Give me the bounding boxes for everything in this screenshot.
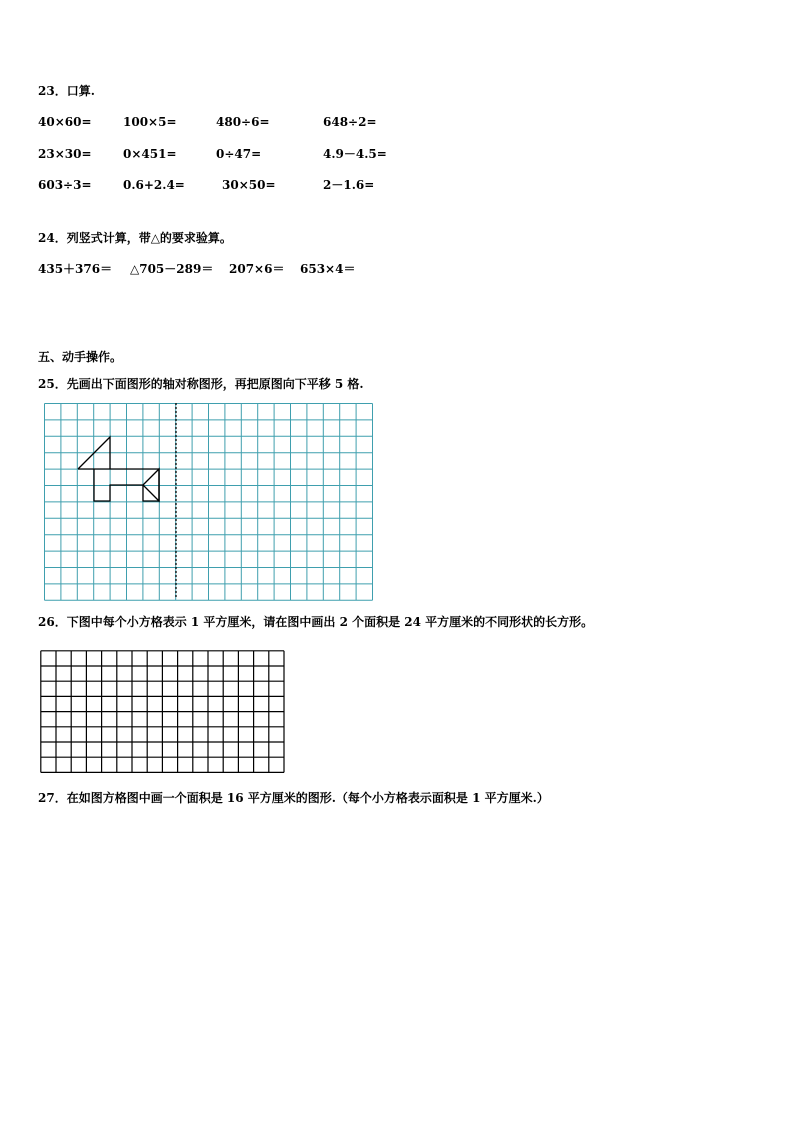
q24-expression: △705－289＝ xyxy=(130,262,214,276)
q23-expression: 100×5= xyxy=(123,115,177,129)
q23-expression: 4.9－4.5= xyxy=(323,147,387,161)
q24-title: 24．列竖式计算，带△的要求验算。 xyxy=(38,231,232,245)
q23-expression: 480÷6= xyxy=(216,115,270,129)
q23-expression: 0.6+2.4= xyxy=(123,178,185,192)
q25-grid-lines xyxy=(45,404,373,601)
q23-expression: 40×60= xyxy=(38,115,92,129)
q23-expression: 603÷3= xyxy=(38,178,92,192)
q25-title: 25．先画出下面图形的轴对称图形，再把原图向下平移 5 格. xyxy=(38,377,364,391)
dog-figure xyxy=(78,437,159,501)
q23-expression: 30×50= xyxy=(222,178,276,192)
q23-expression: 0×451= xyxy=(123,147,177,161)
q23-expression: 648÷2= xyxy=(323,115,377,129)
q23-expression: 2－1.6= xyxy=(323,178,375,192)
q24-expression: 207×6＝ xyxy=(229,262,285,276)
q26-grid-lines xyxy=(41,651,284,773)
section-title: 五、动手操作。 xyxy=(38,350,123,364)
q24-expression: 653×4＝ xyxy=(300,262,356,276)
q23-title: 23．口算. xyxy=(38,84,95,98)
q24-expression: 435＋376＝ xyxy=(38,262,113,276)
q23-expression: 23×30= xyxy=(38,147,92,161)
q25-grid xyxy=(44,403,374,601)
q23-expression: 0÷47= xyxy=(216,147,262,161)
q26-grid xyxy=(40,650,286,774)
q26-title: 26．下图中每个小方格表示 1 平方厘米，请在图中画出 2 个面积是 24 平方厘米的不同形状的长方形。 xyxy=(38,615,594,629)
q27-title: 27．在如图方格图中画一个面积是 16 平方厘米的图形.（每个小方格表示面积是 1 平方厘米.） xyxy=(38,791,549,805)
